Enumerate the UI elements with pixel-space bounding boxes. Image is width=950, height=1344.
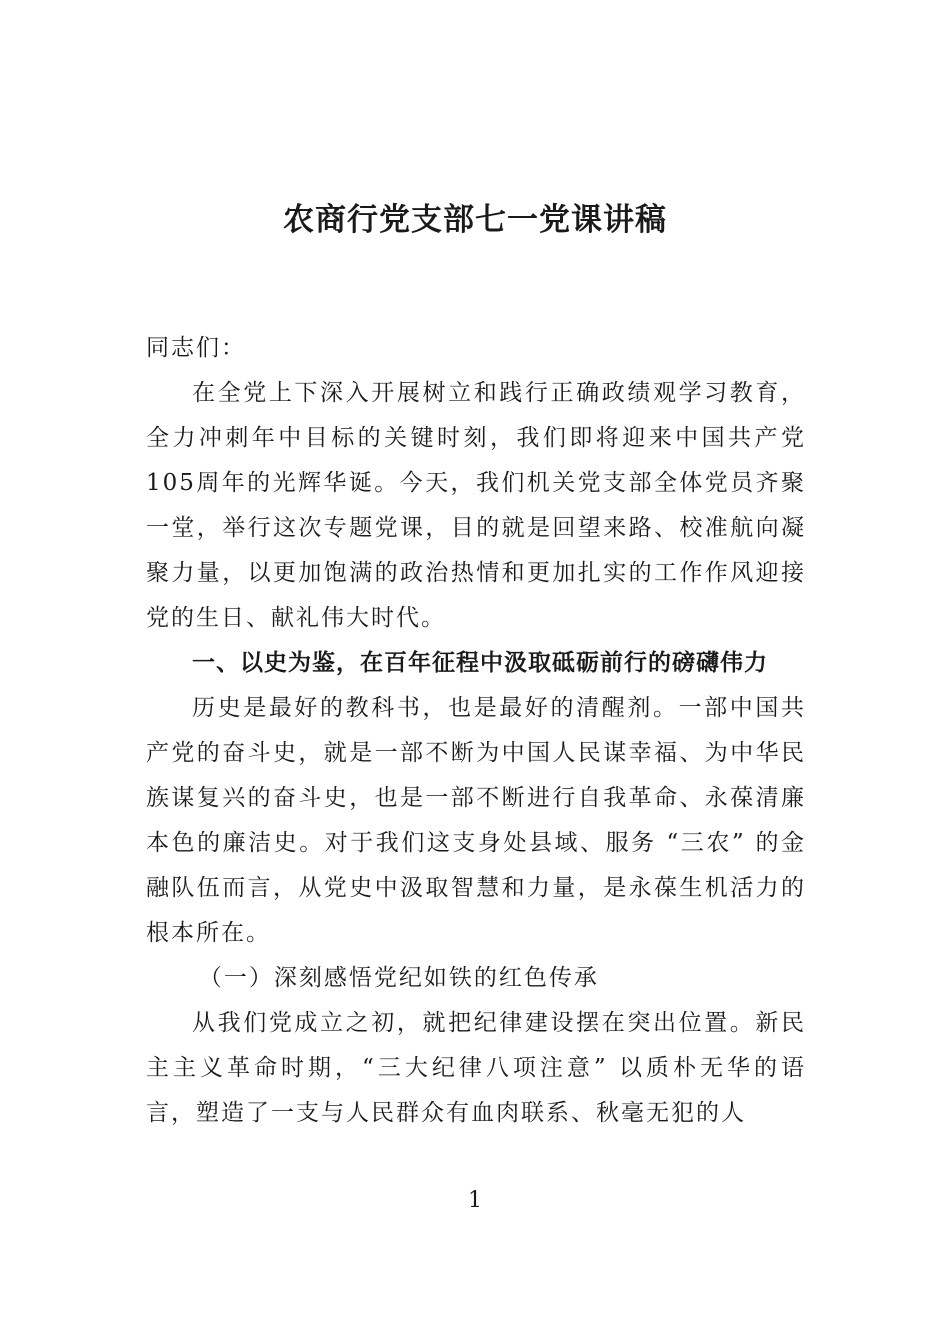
- subsection-heading-1: （一）深刻感悟党纪如铁的红色传承: [198, 965, 599, 991]
- section-heading-1: 一、以史为鉴，在百年征程中汲取砥砺前行的磅礴伟力: [192, 650, 768, 676]
- intro-paragraph: 在全党上下深入开展树立和践行正确政绩观学习教育，全力冲刺年中目标的关键时刻，我们即将迎来中国共产党105周年的光辉华诞。今天，我们机关党支部全体党员齐聚一堂，举行这次专题党课，目的就是回望来路、校准航向凝聚力量，以更加饱满的政治热情和更加扎实的工作作风迎接党的生日、献礼伟大时代。: [146, 380, 806, 631]
- page-number: 1: [468, 1188, 482, 1213]
- document-title: 农商行党支部七一党课讲稿: [283, 202, 667, 238]
- document-body: [146, 326, 806, 1136]
- salutation: 同志们：: [146, 335, 246, 361]
- section-1-paragraph: 历史是最好的教科书，也是最好的清醒剂。一部中国共产党的奋斗史，就是一部不断为中国人民谋幸福、为中华民族谋复兴的奋斗史，也是一部不断进行自我革命、永葆清廉本色的廉洁史。对于我们这支身处县域、服务 “三农” 的金融队伍而言，从党史中汲取智慧和力量，是永葆生机活力的根本所在。: [146, 695, 806, 946]
- subsection-1-paragraph: 从我们党成立之初，就把纪律建设摆在突出位置。新民主主义革命时期，“三大纪律八项注意” 以质朴无华的语言，塑造了一支与人民群众有血肉联系、秋毫无犯的人: [146, 1010, 806, 1126]
